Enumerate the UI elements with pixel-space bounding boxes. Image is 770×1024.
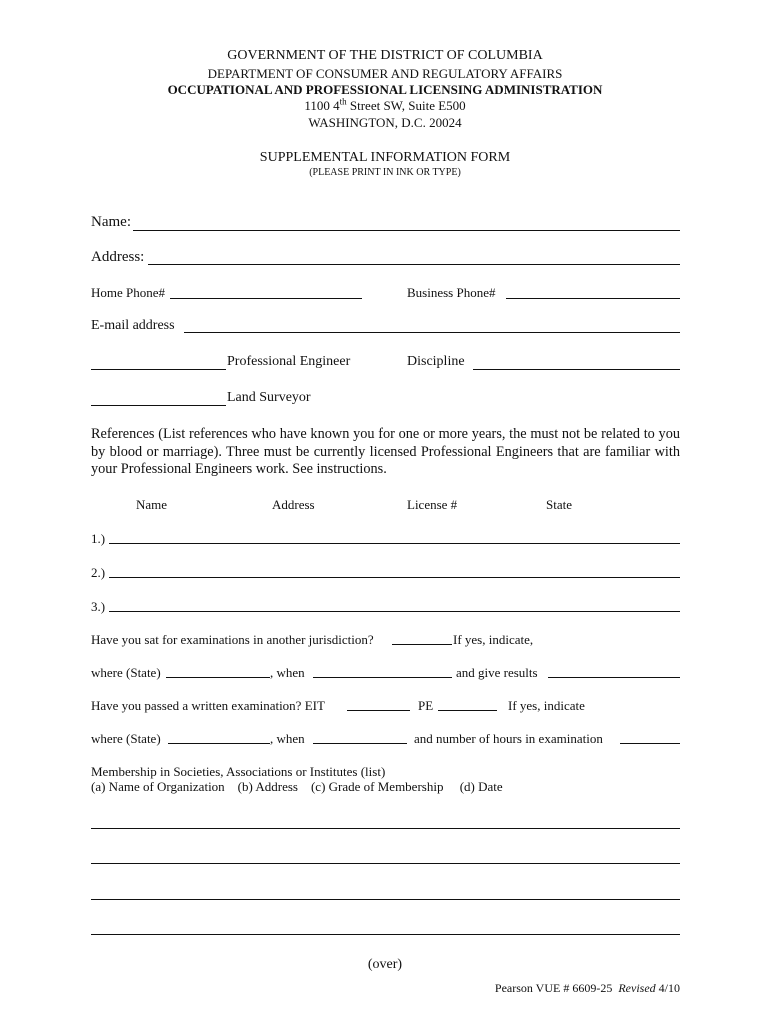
reference-row-3-field[interactable] [109, 611, 680, 612]
header-city: WASHINGTON, D.C. 20024 [308, 115, 462, 130]
hours-label: and number of hours in examination [414, 731, 603, 746]
reference-row-2-label: 2.) [91, 565, 106, 580]
where-state-field-1[interactable] [166, 677, 270, 678]
reference-row-1-field[interactable] [109, 543, 680, 544]
written-exam-ifyes: If yes, indicate [508, 698, 585, 713]
form-code: Pearson VUE # 6609-25 Revised 4/10 [494, 981, 680, 995]
give-results-label: and give results [456, 665, 538, 680]
over-label: (over) [367, 957, 403, 972]
name-field[interactable] [133, 230, 680, 231]
form-title: SUPPLEMENTAL INFORMATION FORM [259, 150, 511, 165]
email-field[interactable] [184, 332, 680, 333]
membership-heading: Membership in Societies, Associations or Institutes (list) [91, 764, 386, 779]
where-state-label-1: where (State) [91, 665, 161, 680]
hours-field[interactable] [620, 743, 680, 744]
pe-label: PE [418, 698, 434, 713]
column-header-license: License # [407, 497, 458, 512]
header-address: 1100 4th Street SW, Suite E500 [304, 96, 466, 113]
home-phone-field[interactable] [170, 298, 362, 299]
reference-row-3-label: 3.) [91, 599, 106, 614]
when-field-1[interactable] [313, 677, 452, 678]
when-field-2[interactable] [313, 743, 407, 744]
discipline-field[interactable] [473, 369, 680, 370]
business-phone-field[interactable] [506, 298, 680, 299]
professional-engineer-label: Professional Engineer [227, 354, 351, 369]
exam-jurisdiction-ifyes: If yes, indicate, [453, 632, 534, 647]
exam-jurisdiction-answer[interactable] [392, 644, 452, 645]
header-department: DEPARTMENT OF CONSUMER AND REGULATORY AFFAIRS [207, 66, 563, 81]
header-government: GOVERNMENT OF THE DISTRICT OF COLUMBIA [227, 48, 543, 63]
give-results-field[interactable] [548, 677, 680, 678]
membership-columns: (a) Name of Organization (b) Address (c) Grade of Membership (d) Date [91, 779, 503, 794]
reference-row-2-field[interactable] [109, 577, 680, 578]
when-label-2: , when [270, 731, 305, 746]
exam-jurisdiction-question: Have you sat for examinations in another jurisdiction? [91, 632, 374, 647]
membership-line-2[interactable] [91, 863, 680, 864]
references-instructions: References (List references who have known you for one or more years, the must not be related to you by blood or marriage). Three must be currently licensed Professional Engineers that are familiar with your Professional Engineers work. See instructions. [91, 426, 680, 477]
land-surveyor-label: Land Surveyor [227, 390, 311, 405]
form-subtitle: (PLEASE PRINT IN INK OR TYPE) [309, 167, 461, 178]
where-state-label-2: where (State) [91, 731, 161, 746]
business-phone-label: Business Phone# [407, 285, 496, 300]
email-label: E-mail address [91, 318, 175, 333]
written-exam-question: Have you passed a written examination? EIT [91, 698, 325, 713]
membership-line-4[interactable] [91, 934, 680, 935]
membership-line-3[interactable] [91, 899, 680, 900]
when-label-1: , when [270, 665, 305, 680]
address-label: Address: [91, 249, 145, 265]
name-label: Name: [91, 214, 131, 230]
column-header-name: Name [136, 497, 168, 512]
address-field[interactable] [148, 264, 680, 265]
pe-field[interactable] [438, 710, 497, 711]
professional-engineer-field[interactable] [91, 369, 226, 370]
reference-row-1-label: 1.) [91, 531, 106, 546]
discipline-label: Discipline [407, 354, 465, 369]
column-header-address: Address [272, 497, 315, 512]
header-administration: OCCUPATIONAL AND PROFESSIONAL LICENSING ADMINISTRATION [167, 82, 603, 97]
home-phone-label: Home Phone# [91, 285, 166, 300]
column-header-state: State [546, 497, 572, 512]
eit-field[interactable] [347, 710, 410, 711]
where-state-field-2[interactable] [168, 743, 270, 744]
land-surveyor-field[interactable] [91, 405, 226, 406]
membership-line-1[interactable] [91, 828, 680, 829]
